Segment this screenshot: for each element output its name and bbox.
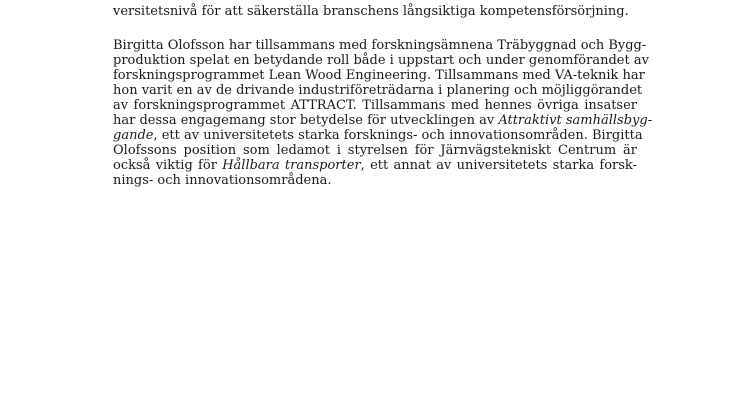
paragraph-2-line-9-tail: , ett annat av universitetets starka forsk-: [360, 158, 637, 173]
paragraph-2-line-1: Birgitta Olofsson har tillsammans med forskningsämnena Träbyggnad och Bygg-: [113, 38, 647, 53]
paragraph-2: [113, 38, 653, 188]
paragraph-2-line-7: [113, 128, 643, 143]
paragraph-2-line-6: [113, 113, 653, 128]
paragraph-2-line-5: av forskningsprogrammet ATTRACT. Tillsammans med hennes övriga insatser: [113, 98, 637, 113]
italic-hallbara-transporter: Hållbara transporter: [222, 158, 361, 173]
paragraph-2-line-7-text: , ett av universitetets starka forsknings- och innovationsområden. Birgitta: [153, 128, 643, 143]
italic-attraktivt-samhallsbyggande-part2: gande: [113, 128, 154, 143]
paragraph-2-line-9: [113, 158, 637, 173]
paragraph-2-line-4: hon varit en av de drivande industriföreträdarna i planering och möjliggörandet: [113, 83, 643, 98]
paragraph-2-line-3: forskningsprogrammet Lean Wood Engineering. Tillsammans med VA-teknik har: [113, 68, 645, 83]
paragraph-1: [113, 4, 637, 19]
paragraph-2-line-6-text: har dessa engagemang stor betydelse för utvecklingen av: [113, 113, 499, 128]
paragraph-1-line-1: versitetsnivå för att säkerställa branschens långsiktiga kompetensförsörjning.: [113, 4, 629, 19]
paragraph-2-line-9-text: också viktig för: [113, 158, 223, 173]
paragraph-2-line-10: nings- och innovationsområdena.: [113, 173, 332, 188]
paragraph-2-line-2: produktion spelat en betydande roll både i uppstart och under genomförandet av: [113, 53, 649, 68]
paragraph-2-line-8: Olofssons position som ledamot i styrelsen för Järnvägstekniskt Centrum är: [113, 143, 637, 158]
italic-attraktivt-samhallsbyggande-part1: Attraktivt samhällsbyg-: [498, 113, 653, 128]
